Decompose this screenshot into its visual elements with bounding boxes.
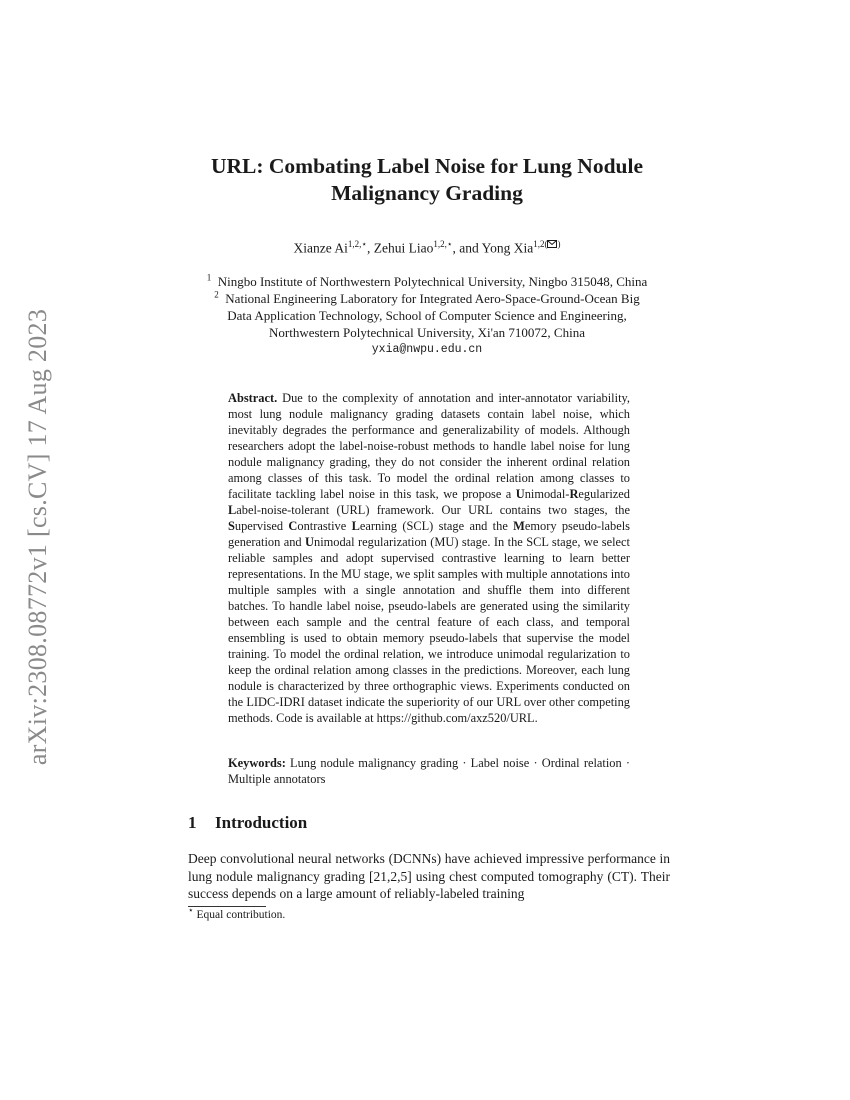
author-separator: , xyxy=(367,240,374,256)
author-1-name: Xianze Ai xyxy=(293,240,348,256)
abstract-text: upervised xyxy=(234,519,289,533)
affiliation-1-text: Ningbo Institute of Northwestern Polytechnical University, Ningbo 315048, China xyxy=(217,274,648,289)
acronym-letter: S xyxy=(228,519,235,533)
acronym-letter: M xyxy=(513,519,525,533)
abstract-text: emory pseudo-labels generation and xyxy=(228,519,630,549)
footnote-rule xyxy=(188,906,266,907)
keywords xyxy=(228,755,630,787)
abstract xyxy=(228,390,630,726)
keywords-label: Keywords: xyxy=(228,756,286,770)
abstract-text: egularized xyxy=(578,487,630,501)
affiliations xyxy=(150,273,704,358)
acronym-letter: R xyxy=(569,487,579,501)
section-heading-introduction xyxy=(188,813,307,833)
abstract-text: earning (SCL) stage and the xyxy=(359,519,514,533)
affiliation-2-mark: 2 xyxy=(214,289,219,300)
author-2-marks: 1,2,⋆ xyxy=(433,239,453,249)
acronym-letter: U xyxy=(515,487,525,501)
affiliation-2 xyxy=(150,290,704,307)
envelope-icon xyxy=(547,240,557,248)
abstract-label: Abstract. xyxy=(228,391,278,405)
title-line-2: Malignancy Grading xyxy=(331,181,523,205)
author-3-marks-end: ) xyxy=(557,239,561,249)
author-3-marks: 1,2( xyxy=(533,239,548,249)
affiliation-1-mark: 1 xyxy=(206,272,212,283)
title-line-1: URL: Combating Label Noise for Lung Nodule xyxy=(210,154,644,178)
author-list xyxy=(150,240,704,257)
acronym-letter: C xyxy=(288,519,298,533)
abstract-text: nimodal- xyxy=(524,487,570,501)
footnote-text: Equal contribution. xyxy=(193,909,286,921)
abstract-text-1: Due to the complexity of annotation and inter-annotator variability, most lung nodule malignancy grading datasets contain label noise, which inevitably degrades the performance and generalizability of models. Although researchers adopt the label-noise-robust methods to handle label noise for lung nodule malignancy grading, they do not consider the inherent ordinal relation among classes of this task. To model the ordinal relation among classes to facilitate tackling label noise in this task, we propose a xyxy=(228,391,630,501)
section-title: Introduction xyxy=(215,813,308,832)
keywords-text: Lung nodule malignancy grading · Label noise · Ordinal relation · Multiple annotators xyxy=(228,756,630,786)
affiliation-2-line-2: Data Application Technology, School of Computer Science and Engineering, xyxy=(227,308,627,323)
arxiv-sidebar xyxy=(16,284,60,790)
author-email: yxia@nwpu.edu.cn xyxy=(371,343,483,356)
footnote xyxy=(188,905,286,921)
author-1-marks: 1,2,⋆ xyxy=(347,239,368,249)
acronym-letter: L xyxy=(351,519,360,533)
abstract-text: nimodal regularization (MU) stage. xyxy=(314,535,491,549)
affiliation-2-line-3: Northwestern Polytechnical University, Xi'an 710072, China xyxy=(269,325,585,340)
paper-title xyxy=(150,153,704,207)
footnote-mark: ⋆ xyxy=(188,905,194,916)
affiliation-1 xyxy=(150,273,704,290)
introduction-paragraph: Deep convolutional neural networks (DCNNs) have achieved impressive performance in lung nodule malignancy grading [21,2,5] using chest computed tomography (CT). Their success depends on a large amount of reliably-labeled training xyxy=(188,851,670,901)
author-3-name: Yong Xia xyxy=(481,240,534,256)
abstract-text-2: In the SCL stage, we select reliable samples and adopt supervised contrastive learning to learn better representations. In the MU stage, we split samples with multiple annotations into multiple samples with a single annotation and shuffle them into different batches. To handle label noise, pseudo-labels are generated using the similarity between each sample and the central feature of each class, and temporal ensembling is used to obtain memory pseudo-labels that supervise the model training. To model the ordinal relation, we introduce unimodal regularization to keep the ordinal relation among classes in the predictions. Moreover, each lung nodule is characterized by three orthographic views. Experiments conducted on the LIDC-IDRI dataset indicate the superiority of our URL over other competing methods. Code is available at https://github.com/axz520/URL. xyxy=(228,535,630,725)
section-number: 1 xyxy=(188,813,197,832)
abstract-text: ontrastive xyxy=(297,519,352,533)
affiliation-2-line-1: National Engineering Laboratory for Integrated Aero-Space-Ground-Ocean Big xyxy=(225,291,640,306)
author-2-name: Zehui Liao xyxy=(373,240,434,256)
acronym-letter: L xyxy=(228,503,237,517)
arxiv-identifier: arXiv:2308.08772v1 [cs.CV] 17 Aug 2023 xyxy=(23,308,52,766)
acronym-letter: U xyxy=(305,535,314,549)
abstract-text: abel-noise-tolerant (URL) framework. Our URL contains two stages, the xyxy=(236,503,630,517)
author-separator: , and xyxy=(452,240,482,256)
